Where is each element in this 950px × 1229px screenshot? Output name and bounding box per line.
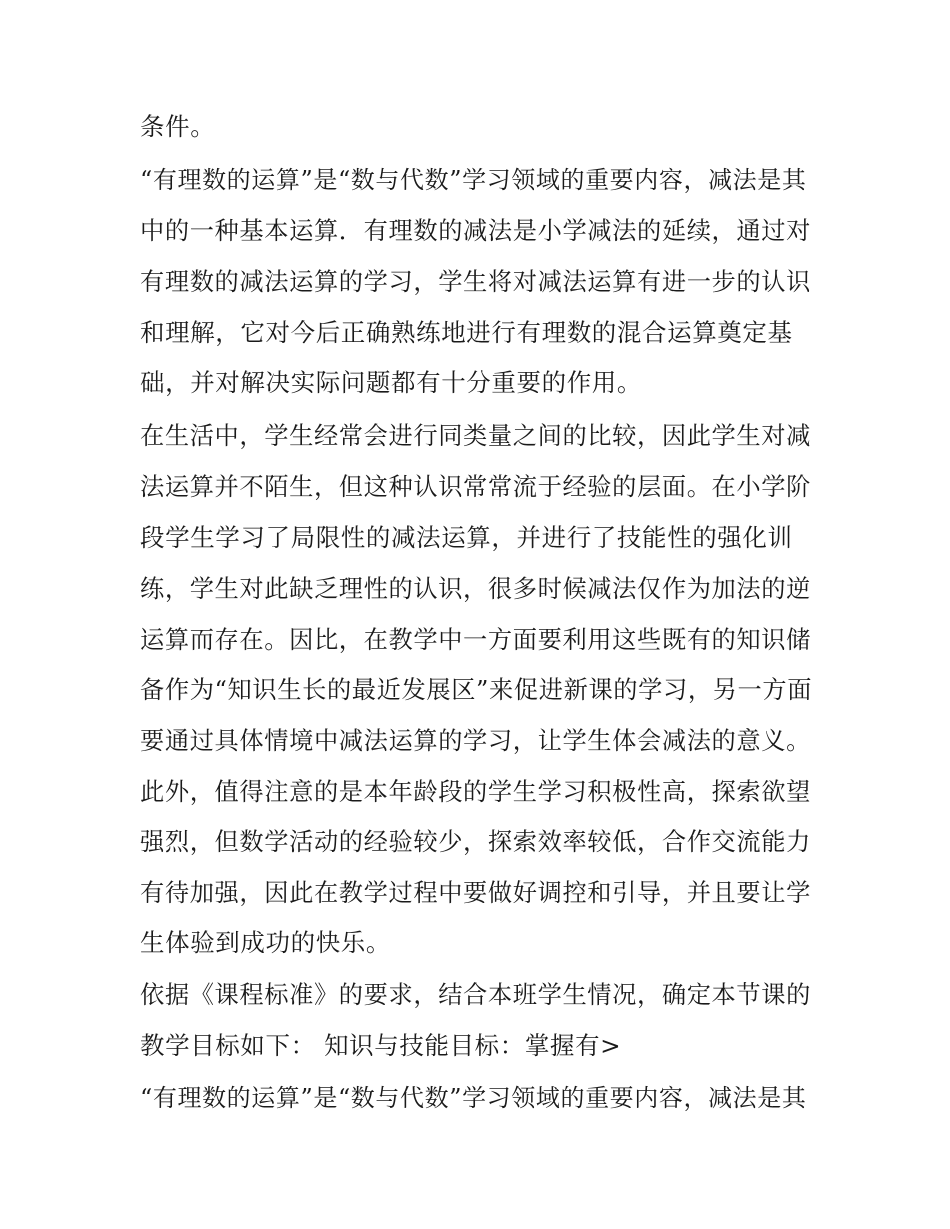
text-line: 生体验到成功的快乐。 [140, 928, 391, 957]
text-line: 在生活中，学生经常会进行同类量之间的比较，因此学生对减 [140, 421, 811, 450]
text-line: 法运算并不陌生，但这种认识常常流于经验的层面。在小学阶 [140, 472, 811, 501]
text-line: 中的一种基本运算．有理数的减法是小学减法的延续，通过对 [140, 216, 811, 245]
text-line: 教学目标如下： 知识与技能目标：掌握有> [140, 1031, 622, 1060]
text-line: 要通过具体情境中减法运算的学习，让学生体会减法的意义。 [140, 726, 811, 755]
text-line: 有理数的减法运算的学习，学生将对减法运算有进一步的认识 [140, 267, 811, 296]
text-line: 有待加强，因此在教学过程中要做好调控和引导，并且要让学 [140, 878, 811, 907]
text-line: 此外，值得注意的是本年龄段的学生学习积极性高，探索欲望 [140, 777, 811, 806]
text-line: 段学生学习了局限性的减法运算，并进行了技能性的强化训 [140, 523, 793, 552]
text-line: “有理数的运算”是“数与代数”学习领域的重要内容，减法是其 [140, 166, 807, 194]
text-line: 依据《课程标准》的要求，结合本班学生情况，确定本节课的 [140, 980, 811, 1009]
text-line: 练，学生对此缺乏理性的认识，很多时候减法仅作为加法的逆 [140, 574, 811, 603]
text-line: “有理数的运算”是“数与代数”学习领域的重要内容，减法是其 [140, 1084, 807, 1112]
text-line: 础，并对解决实际问题都有十分重要的作用。 [140, 368, 642, 397]
text-line: 条件。 [140, 112, 216, 141]
text-line: 运算而存在。因比，在教学中一方面要利用这些既有的知识储 [140, 625, 811, 654]
text-line: 和理解，它对今后正确熟练地进行有理数的混合运算奠定基 [140, 318, 793, 347]
text-line: 强烈，但数学活动的经验较少，探索效率较低，合作交流能力 [140, 827, 811, 856]
text-line: 备作为“知识生长的最近发展区”来促进新课的学习，另一方面 [140, 675, 813, 704]
